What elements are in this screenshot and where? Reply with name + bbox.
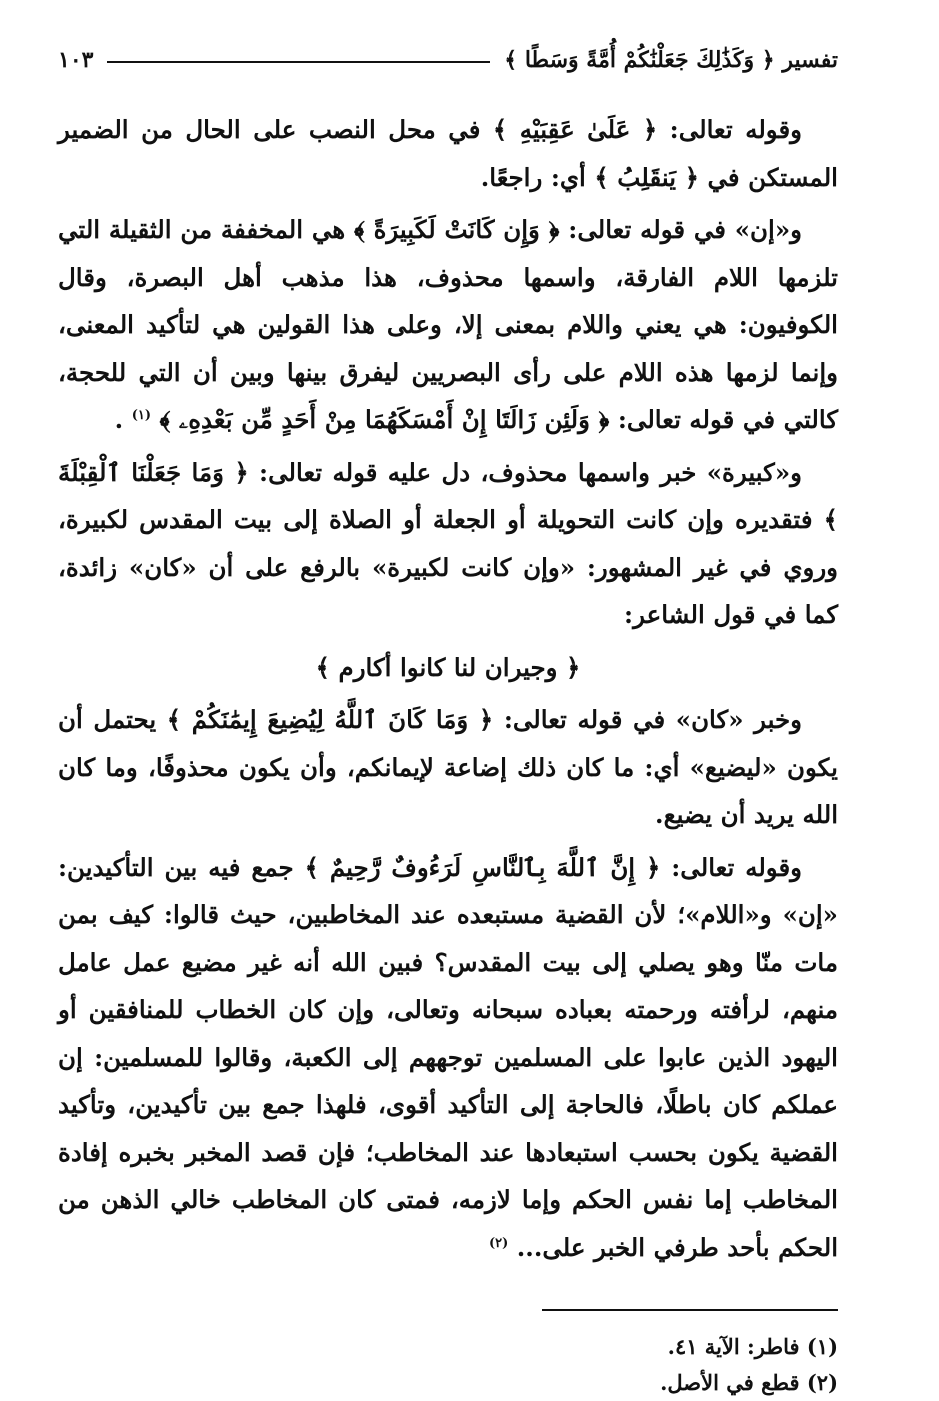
footnote-2: (٢) قطع في الأصل.: [660, 1370, 838, 1395]
running-header: [58, 40, 838, 80]
poetry-verse: ﴿ وجيران لنا كانوا أكارم ﴾: [315, 652, 581, 682]
paragraph-3: [58, 449, 838, 639]
body-text: [58, 106, 838, 1271]
book-page: [58, 40, 838, 1401]
paragraph-5: [58, 844, 838, 1272]
paragraph-text: وقوله تعالى: ﴿ عَلَىٰ عَقِبَيْهِ ﴾ في محل النصب على الحال من الضمير المستكن في ﴿ يَنقَلِبُ ﴾ أي: راجعًا.: [58, 115, 838, 192]
paragraph-text: و«كبيرة» خبر واسمها محذوف، دل عليه قوله تعالى: ﴿ وَمَا جَعَلْنَا ٱلْقِبْلَةَ ﴾ فتقديره وإن كانت التحويلة أو الجعلة أو الصلاة إلى بيت المقدس لكبيرة، وروي في غير المشهور: «وإن كانت لكبيرة» بالرفع على أن «كان» زائدة، كما في قول الشاعر:: [58, 457, 838, 629]
paragraph-2: [58, 206, 838, 444]
footnote-1: (١) فاطر: الآية ٤١.: [667, 1334, 838, 1359]
footnote-separator: [542, 1309, 838, 1311]
paragraph-4: [58, 696, 838, 839]
page-number: ١٠٣: [58, 47, 94, 73]
paragraph-1: [58, 106, 838, 201]
paragraph-text: وقوله تعالى: ﴿ إِنَّ ٱللَّهَ بِٱلنَّاسِ لَرَءُوفٌ رَّحِيمٌ ﴾ جمع فيه بين التأكيدين: «إن» و«اللام»؛ لأن القضية مستبعده عند المخاطبين، حيث قالوا: كيف بمن مات منّا وهو يصلي إلى بيت المقدس؟ فبين الله أنه غير مضيع عمل عامل منهم، لرأفته ورحمته بعباده سبحانه وتعالى، وإن كان الخطاب للمنافقين أو اليهود الذين عابوا على المسلمين توجههم إلى الكعبة، وقالوا للمسلمين: إن عملكم كان باطلًا، فالحاجة إلى التأكيد أقوى، فلهذا جمع بين تأكيدين، وتأكيد القضية يكون بحسب استبعادها عند المخاطب؛ فإن قصد المخبر بخبره إفادة المخاطب إما نفس الحكم وإما لازمه، فمتى كان المخاطب خالي الذهن من الحكم بأحد طرفي الخبر على...: [58, 852, 838, 1262]
footnote-ref-2: (٢): [488, 1235, 509, 1251]
paragraph-text: و«إن» في قوله تعالى: ﴿ وَإِن كَانَتْ لَكَبِيرَةً ﴾ هي المخففة من الثقيلة التي تلزمها اللام الفارقة، واسمها محذوف، هذا مذهب أهل البصرة، وقال الكوفيون: هي يعني واللام بمعنى إلا، وعلى هذا القولين هي لتأكيد المعنى، وإنما لزمها هذه اللام على رأى البصريين ليفرق بينها وبين أن التي للحجة، كالتي في قوله تعالى: ﴿ وَلَئِن زَالَتَا إِنْ أَمْسَكَهُمَا مِنْ أَحَدٍ مِّن بَعْدِهِۦ ﴾: [58, 215, 838, 434]
paragraph-text: وخبر «كان» في قوله تعالى: ﴿ وَمَا كَانَ ٱللَّهُ لِيُضِيعَ إِيمَٰنَكُمْ ﴾ يحتمل أن يكون «ليضيع» أي: ما كان ذلك إضاعة لإيمانكم، وأن يكون محذوفًا، وما كان الله يريد أن يضيع.: [58, 705, 838, 829]
header-rule: [107, 61, 490, 63]
paragraph-ending: .: [114, 405, 132, 434]
header-title: تفسير ﴿ وَكَذَٰلِكَ جَعَلْنَٰكُمْ أُمَّةً وَسَطًا ﴾: [504, 47, 838, 73]
footnote-ref-1: (١): [131, 407, 151, 423]
footnotes: [58, 1329, 838, 1401]
